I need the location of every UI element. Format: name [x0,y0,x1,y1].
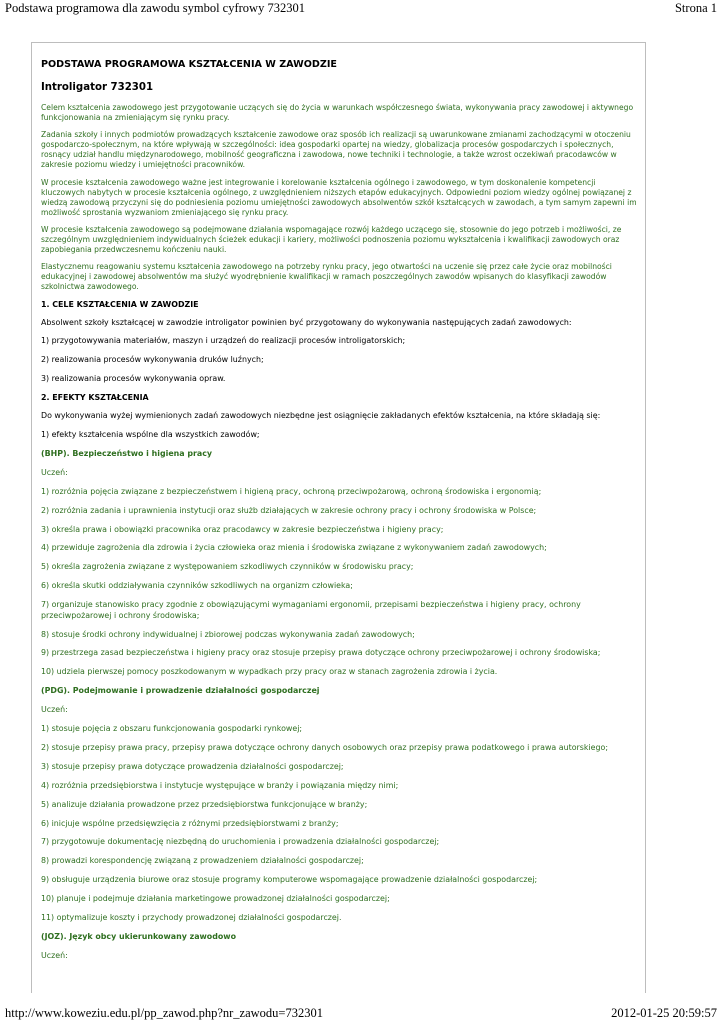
list-item: 2) stosuje przepisy prawa pracy, przepisy prawa dotyczące ochrony danych osobowych oraz przepisy prawa podatkowego i prawa autorskiego; [41,742,608,752]
list-item: 7) organizuje stanowisko pracy zgodnie z obowiązującymi wymaganiami ergonomii, przepisami bezpieczeństwa i higieny pracy, ochrony przeciwpożarowej i ochrony środowiska; [41,600,581,620]
print-footer-url: http://www.koweziu.edu.pl/pp_zawod.php?nr_zawodu=732301 [5,1006,323,1020]
document-title: PODSTAWA PROGRAMOWA KSZTAŁCENIA W ZAWODZIE [41,59,337,70]
print-footer-timestamp: 2012-01-25 20:59:57 [611,1006,717,1020]
section-lead: Absolwent szkoły kształcącej w zawodzie introligator powinien być przygotowany do wykonywania następujących zadań zawodowych: [41,317,572,327]
print-header-page-number: Strona 1 [674,1,717,15]
list-item: 3) realizowania procesów wykonywania opraw. [41,374,226,384]
student-label: Uczeń: [41,950,68,960]
section-heading-effects: 2. EFEKTY KSZTAŁCENIA [41,393,149,403]
list-item: 3) stosuje przepisy prawa dotyczące prowadzenia działalności gospodarczej; [41,761,344,771]
list-item: 3) określa prawa i obowiązki pracownika oraz pracodawcy w zakresie bezpieczeństwa i higieny pracy; [41,524,444,534]
list-item: 8) stosuje środki ochrony indywidualnej i zbiorowej podczas wykonywania zadań zawodowych; [41,629,415,639]
section-lead: Do wykonywania wyżej wymienionych zadań zawodowych niezbędne jest osiągnięcie zakładanych efektów kształcenia, na które składają się: [41,411,601,421]
document-body [41,59,639,970]
list-item: 4) przewiduje zagrożenia dla zdrowia i życia człowieka oraz mienia i środowiska związane z wykonywaniem zadań zawodowych; [41,543,547,553]
list-item: 5) określa zagrożenia związane z występowaniem szkodliwych czynników w środowisku pracy; [41,562,414,572]
student-label: Uczeń: [41,467,68,477]
intro-paragraph: W procesie kształcenia zawodowego ważne jest integrowanie i korelowanie kształcenia ogólnego i zawodowego, w tym doskonalenie kompetencji kluczowych nabytych w procesie kształcenia ogólnego, z uwzględnieniem niższych etapów edukacyjnych. Odpowiedni poziom wiedzy ogólnej powiązanej z wiedzą zawodową przyczyni się do podniesienia poziomu umiejętności zawodowych absolwentów szkół kształcących w zawodach, a tym samym zapewni im możliwość sprostania wyzwaniom zmieniającego się rynku pracy. [41,177,637,217]
subsection-heading-bhp: (BHP). Bezpieczeństwo i higiena pracy [41,448,213,458]
section-heading-goals: 1. CELE KSZTAŁCENIA W ZAWODZIE [41,299,199,309]
list-item: 1) stosuje pojęcia z obszaru funkcjonowania gospodarki rynkowej; [41,724,303,734]
subsection-heading-pdg: (PDG). Podejmowanie i prowadzenie działalności gospodarczej [41,686,320,696]
list-item: 5) analizuje działania prowadzone przez przedsiębiorstwa funkcjonujące w branży; [41,799,368,809]
list-item: 7) przygotowuje dokumentację niezbędną do uruchomienia i prowadzenia działalności gospodarczej; [41,837,440,847]
list-item: 10) planuje i podejmuje działania marketingowe prowadzonej działalności gospodarczej; [41,894,390,904]
list-item: 1) rozróżnia pojęcia związane z bezpieczeństwem i higieną pracy, ochroną przeciwpożarową, ochroną środowiska i ergonomią; [41,486,542,496]
subsection-heading-joz: (JOZ). Język obcy ukierunkowany zawodowo [41,932,237,941]
list-item: 6) określa skutki oddziaływania czynników szkodliwych na organizm człowieka; [41,581,353,591]
intro-paragraph: Zadania szkoły i innych podmiotów prowadzących kształcenie zawodowe oraz sposób ich realizacji są uwarunkowane zmianami zachodzącymi w otoczeniu gospodarczo-społecznym, na które wpływają w szczególności: idea gospodarki opartej na wiedzy, globalizacja procesów gospodarczych i społecznych, rosnący udział handlu międzynarodowego, mobilność geograficzna i zawodowa, nowe techniki i technologie, a także wzrost oczekiwań pracodawców w zakresie poziomu wiedzy i umiejętności pracowników. [41,130,631,170]
list-item: 2) rozróżnia zadania i uprawnienia instytucji oraz służb działających w zakresie ochrony pracy i ochrony środowiska w Polsce; [41,505,537,515]
intro-paragraph: W procesie kształcenia zawodowego są podejmowane działania wspomagające rozwój każdego uczącego się, stosownie do jego potrzeb i możliwości, ze szczególnym uwzględnieniem indywidualnych ścieżek edukacji i kariery, możliwości podnoszenia poziomu wykształcenia i kwalifikacji zawodowych oraz zapobiegania przedwczesnemu kończeniu nauki. [41,224,622,255]
content-frame [31,42,646,993]
intro-paragraph: Elastycznemu reagowaniu systemu kształcenia zawodowego na potrzeby rynku pracy, jego otwartości na uczenie się przez całe życie oraz mobilności edukacyjnej i zawodowej absolwentów ma służyć wyodrębnienie kwalifikacji w ramach poszczególnych zawodów wpisanych do klasyfikacji zawodów szkolnictwa zawodowego. [41,262,612,292]
intro-paragraph: Celem kształcenia zawodowego jest przygotowanie uczących się do życia w warunkach współczesnego świata, wykonywania pracy zawodowej i aktywnego funkcjonowania na zmieniającym się rynku pracy. [41,103,634,123]
print-header-title: Podstawa programowa dla zawodu symbol cyfrowy 732301 [5,1,305,15]
list-item: 11) optymalizuje koszty i przychody prowadzonej działalności gospodarczej. [41,913,342,923]
list-item: 9) obsługuje urządzenia biurowe oraz stosuje programy komputerowe wspomagające prowadzenie działalności gospodarczej; [41,875,538,885]
list-item: 8) prowadzi korespondencję związaną z prowadzeniem działalności gospodarczej; [41,856,364,866]
list-item: 9) przestrzega zasad bezpieczeństwa i higieny pracy oraz stosuje przepisy prawa dotyczące ochrony przeciwpożarowej i ochrony środowiska; [41,648,601,658]
list-item: 1) przygotowywania materiałów, maszyn i urządzeń do realizacji procesów introligatorskich; [41,336,406,346]
list-item: 2) realizowania procesów wykonywania druków luźnych; [41,355,264,365]
document-subtitle: Introligator 732301 [41,82,154,93]
section-lead: 1) efekty kształcenia wspólne dla wszystkich zawodów; [41,430,260,440]
list-item: 4) rozróżnia przedsiębiorstwa i instytucje występujące w branży i powiązania między nimi; [41,780,399,790]
list-item: 6) inicjuje wspólne przedsięwzięcia z różnymi przedsiębiorstwami z branży; [41,818,339,828]
list-item: 10) udziela pierwszej pomocy poszkodowanym w wypadkach przy pracy oraz w stanach zagrożenia zdrowia i życia. [41,667,498,677]
student-label: Uczeń: [41,705,68,715]
